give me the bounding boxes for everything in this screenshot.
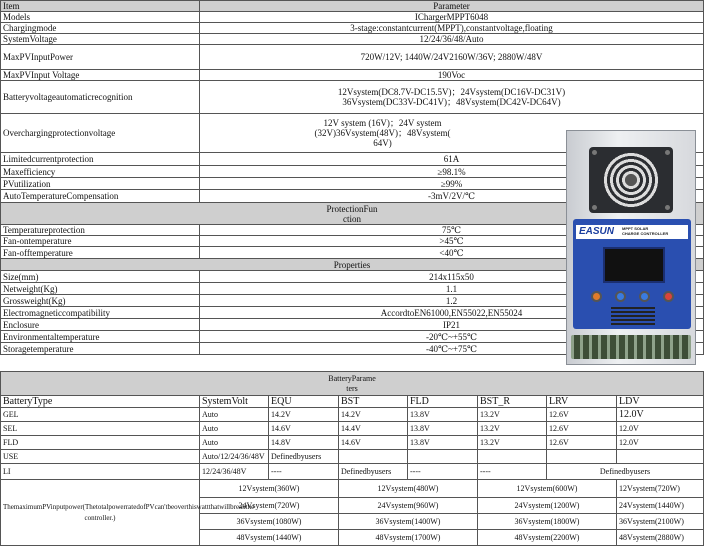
row-label: MaxPVInputPower — [1, 45, 200, 70]
cooling-fan-icon — [589, 147, 673, 213]
table-row — [1, 45, 704, 70]
section-header-battery — [1, 372, 704, 396]
row-value: -20℃~+55℃ — [200, 331, 704, 343]
table-cell: 48Vsystem(1440W) — [200, 530, 339, 546]
battery-type-cell: LI — [1, 464, 200, 480]
row-label: Enclosure — [1, 319, 200, 331]
parameter-header: Parameter — [200, 1, 704, 12]
row-label: Grossweight(Kg) — [1, 295, 200, 307]
table-cell: Auto — [200, 422, 269, 436]
table-cell: 48Vsystem(2200W) — [478, 530, 617, 546]
table-cell: 12.6V — [547, 436, 617, 450]
table-cell: 12.6V — [547, 408, 617, 422]
brand-logo — [576, 225, 688, 239]
section-title: Properties — [1, 259, 704, 271]
table-cell: ---- — [478, 464, 547, 480]
table-cell: 12Vsystem(480W) — [339, 480, 478, 498]
table-cell: 13.2V — [478, 408, 547, 422]
table-row — [1, 81, 704, 114]
row-value: IChargerMPPT6048 — [200, 12, 704, 23]
row-label: Temperatureprotection — [1, 225, 200, 236]
row-value: 1.2 — [200, 295, 704, 307]
row-label: SystemVoltage — [1, 34, 200, 45]
row-label: Fan-offtemperature — [1, 247, 200, 259]
row-value: 75℃ — [200, 225, 704, 236]
row-value: 3-stage:constantcurrent(MPPT),constantvoltage,floating — [200, 23, 704, 34]
row-value: >45℃ — [200, 236, 704, 247]
table-cell: 12.6V — [547, 422, 617, 436]
lcd-display — [603, 247, 665, 283]
column-header: BatteryType — [1, 396, 200, 408]
row-label: Chargingmode — [1, 23, 200, 34]
table-cell: 14.6V — [269, 422, 339, 436]
battery-type-cell: FLD — [1, 436, 200, 450]
section-title: BatteryParame — [328, 373, 376, 383]
row-value — [200, 81, 704, 114]
row-value: 214x115x50 — [200, 271, 704, 283]
table-cell: Definedbyusers — [339, 464, 408, 480]
menu-button-icon — [591, 291, 602, 302]
row-value-line: 36Vsystem(DC33V-DC41V)；48Vsystem(DC42V-DC64V) — [342, 97, 561, 107]
table-row — [1, 70, 704, 81]
column-header: BST_R — [478, 396, 547, 408]
table-cell: 24Vsystem(960W) — [339, 498, 478, 514]
up-button-icon — [615, 291, 626, 302]
table-cell: 14.2V — [339, 408, 408, 422]
table-cell: 24Vsystem(720W) — [200, 498, 339, 514]
terminal-block — [571, 335, 691, 359]
table-cell: 36Vsystem(1080W) — [200, 514, 339, 530]
table-cell: Auto — [200, 408, 269, 422]
table-row — [1, 436, 704, 450]
column-header: SystemVolt — [200, 396, 269, 408]
table-cell: Auto/12/24/36/48V — [200, 450, 269, 464]
table-cell: Auto — [200, 436, 269, 450]
row-value: IP21 — [200, 319, 704, 331]
row-value: <40℃ — [200, 247, 704, 259]
table-cell: 12Vsystem(720W) — [617, 480, 704, 498]
row-value: -40℃~+75℃ — [200, 343, 704, 355]
row-label: Limitedcurrentprotection — [1, 153, 200, 166]
row-value: 12/24/36/48/Auto — [200, 34, 704, 45]
brand-subtitle: CHARGE CONTROLLER — [622, 231, 669, 236]
table-cell: 13.8V — [408, 422, 478, 436]
table-cell: 12.0V — [617, 422, 704, 436]
row-label: Netweight(Kg) — [1, 283, 200, 295]
table-cell: 13.8V — [408, 408, 478, 422]
table-cell: 24Vsystem(1440W) — [617, 498, 704, 514]
column-header: LDV — [617, 396, 704, 408]
table-cell: Definedbyusers — [547, 464, 704, 480]
table-cell: 36Vsystem(1800W) — [478, 514, 617, 530]
row-label: Batteryvoltageautomaticrecognition — [1, 81, 200, 114]
vent-slots — [611, 307, 655, 325]
column-header: LRV — [547, 396, 617, 408]
row-label: MaxPVInput Voltage — [1, 70, 200, 81]
power-button-icon — [663, 291, 674, 302]
row-value: ≥99% — [200, 178, 704, 190]
down-button-icon — [639, 291, 650, 302]
charge-controller-image — [566, 130, 696, 365]
table-cell: ---- — [269, 464, 339, 480]
item-header: Item — [1, 1, 200, 12]
table-cell: 14.6V — [339, 436, 408, 450]
table-cell: 12Vsystem(360W) — [200, 480, 339, 498]
row-label: Overchargingprotectionvoltage — [1, 114, 200, 153]
row-label: Storagetemperature — [1, 343, 200, 355]
front-panel — [573, 219, 691, 329]
table-cell: 12/24/36/48V — [200, 464, 269, 480]
table-cell: 14.2V — [269, 408, 339, 422]
table-cell: 14.4V — [339, 422, 408, 436]
row-value-line: 64V) — [373, 138, 392, 148]
row-value: 720W/12V; 1440W/24V2160W/36V; 2880W/48V — [200, 45, 704, 70]
table-cell: 36Vsystem(2100W) — [617, 514, 704, 530]
row-value-line: (32V)36Vsystem(48V)；48Vsystem( — [314, 128, 451, 138]
section-title: ters — [346, 383, 358, 393]
table-cell: 14.8V — [269, 436, 339, 450]
table-cell: 12Vsystem(600W) — [478, 480, 617, 498]
row-value-line: 12V system (16V)；24V system — [323, 118, 442, 128]
battery-parameters-table — [0, 371, 704, 546]
table-cell: 48Vsystem(2880W) — [617, 530, 704, 546]
battery-type-cell: SEL — [1, 422, 200, 436]
table-cell: 13.2V — [478, 436, 547, 450]
table-row — [1, 12, 704, 23]
section-title: ction — [343, 213, 361, 224]
row-label: Electromagneticcompatibility — [1, 307, 200, 319]
table-cell: 13.2V — [478, 422, 547, 436]
row-value: 190Voc — [200, 70, 704, 81]
row-label: AutoTemperatureCompensation — [1, 190, 200, 203]
row-value: AccordtoEN61000,EN55022,EN55024 — [200, 307, 704, 319]
row-value: ≥98.1% — [200, 166, 704, 178]
row-label: Fan-ontemperature — [1, 236, 200, 247]
table-cell: 48Vsystem(1700W) — [339, 530, 478, 546]
battery-header-row — [1, 396, 704, 408]
brand-name: EASUN — [579, 226, 615, 237]
max-pv-input-label: ThemaximumPVinputpower(ThetotalpowerratedofPVcan'tbeoverthiswattthatwillbreakthe controller.) — [1, 480, 200, 546]
row-value: 61A — [200, 153, 704, 166]
battery-type-cell: USE — [1, 450, 200, 464]
row-label: Size(mm) — [1, 271, 200, 283]
table-row — [1, 422, 704, 436]
table-cell: Definedbyusers — [269, 450, 339, 464]
column-header: EQU — [269, 396, 339, 408]
column-header: FLD — [408, 396, 478, 408]
table-row — [1, 408, 704, 422]
row-value: 1.1 — [200, 283, 704, 295]
column-header: BST — [339, 396, 408, 408]
table-row — [1, 464, 704, 480]
table-cell: 12.0V — [617, 408, 704, 422]
section-title: ProtectionFun — [326, 203, 378, 214]
table-row — [1, 23, 704, 34]
row-value-line: 12Vsystem(DC8.7V-DC15.5V)；24Vsystem(DC16V-DC31V) — [337, 87, 566, 97]
row-label: Environmentaltemperature — [1, 331, 200, 343]
table-row — [1, 34, 704, 45]
row-label: Maxefficiency — [1, 166, 200, 178]
table-cell: ---- — [408, 464, 478, 480]
battery-type-cell: GEL — [1, 408, 200, 422]
table-cell: 12.0V — [617, 436, 704, 450]
row-label: Models — [1, 12, 200, 23]
table-cell: 13.8V — [408, 436, 478, 450]
table-row — [1, 450, 704, 464]
row-label: PVutilization — [1, 178, 200, 190]
brand-subtitle: MPPT SOLAR — [622, 226, 649, 231]
table-cell: 36Vsystem(1400W) — [339, 514, 478, 530]
table-row — [1, 480, 704, 498]
row-value: -3mV/2V/℃ — [200, 190, 704, 203]
table-cell: 24Vsystem(1200W) — [478, 498, 617, 514]
